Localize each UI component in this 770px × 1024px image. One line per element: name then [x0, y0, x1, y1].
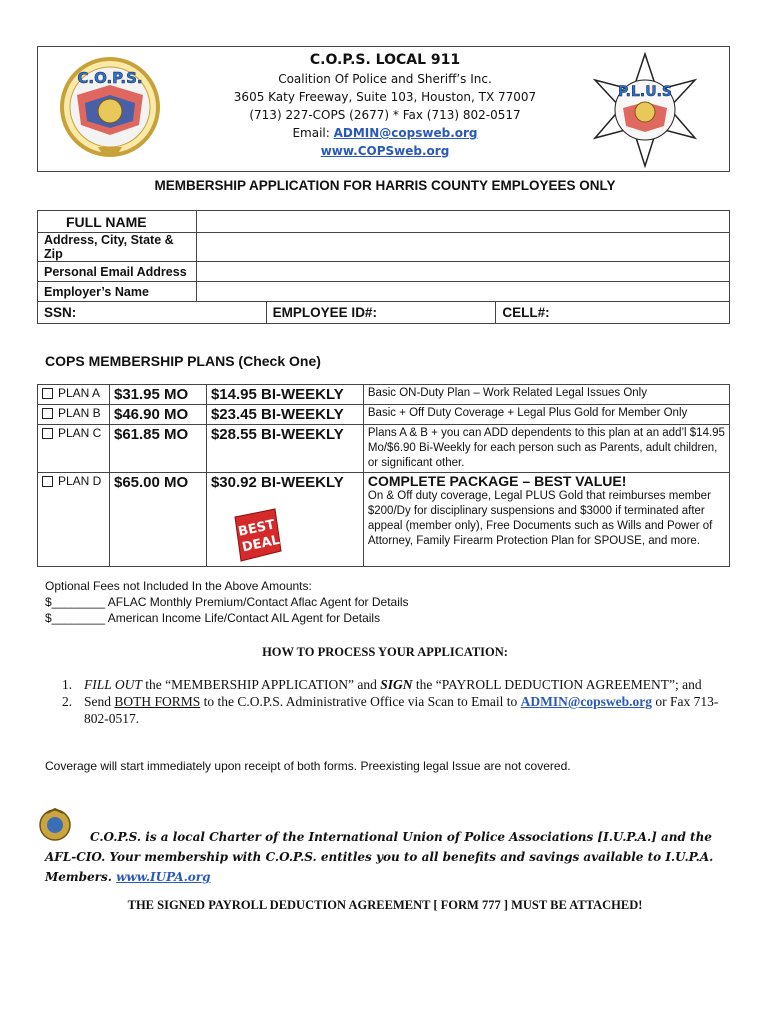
step-2-part-c: to the C.O.P.S. Administrative Office via Scan to Email to: [200, 694, 521, 709]
header-website-link[interactable]: www.COPSweb.org: [320, 144, 450, 158]
plan-d-checkbox[interactable]: [42, 476, 53, 487]
email-label: Email:: [292, 126, 334, 140]
charter-statement: [45, 827, 730, 887]
plan-description: On & Off duty coverage, Legal PLUS Gold that reimburses member $200/Dy for disciplinary suspensions and $3000 if terminated after appeal (member only), Free Documents such as Wills and Power of Attorney, Family Firearm Protection Plan for SPOUSE, and more.: [367, 490, 713, 547]
step-2-text: [84, 693, 722, 727]
plan-monthly-price: $31.95 MO: [109, 385, 206, 405]
optional-fees: [45, 578, 409, 626]
step-1-part-b: the “MEMBERSHIP APPLICATION” and: [141, 677, 381, 692]
step-2-both-forms: BOTH FORMS: [114, 694, 201, 709]
how-to-heading: HOW TO PROCESS YOUR APPLICATION:: [262, 645, 508, 659]
plan-biweekly-price: $28.55 BI-WEEKLY: [206, 425, 363, 473]
step-1-text: [84, 676, 702, 693]
coverage-note: Coverage will start immediately upon receipt of both forms. Preexisting legal Issue are not covered.: [45, 759, 571, 773]
plan-monthly-price: $46.90 MO: [109, 405, 206, 425]
step-1: [62, 676, 722, 693]
plan-d-heading: COMPLETE PACKAGE – BEST VALUE!: [367, 473, 627, 489]
employer-field[interactable]: [196, 282, 729, 302]
email-field[interactable]: [196, 262, 729, 282]
ail-line: $________ American Income Life/Contact AIL Agent for Details: [45, 611, 381, 625]
plan-row: [38, 405, 730, 425]
plan-label: PLAN B: [58, 406, 101, 420]
step-2: [62, 693, 722, 727]
plan-biweekly-cell: [206, 473, 363, 567]
badge-line-2: DEAL: [240, 532, 282, 556]
aflac-line: $________ AFLAC Monthly Premium/Contact Aflac Agent for Details: [45, 595, 409, 609]
charter-text: C.O.P.S. is a local Charter of the International Union of Police Associations [I.U.P.A.] and the AFL-CIO. Your membership with C.O.P.S. entitles you to all benefits and savings available to I.U.P.A. Members.: [45, 830, 714, 884]
plan-d-description-cell: [363, 473, 729, 567]
plans-heading: COPS MEMBERSHIP PLANS (Check One): [45, 353, 321, 369]
org-phone-fax: (713) 227-COPS (2677) * Fax (713) 802-0517: [249, 108, 521, 122]
iupa-link[interactable]: www.IUPA.org: [116, 870, 211, 884]
ssn-label: SSN:: [44, 305, 77, 320]
plan-biweekly-price: $23.45 BI-WEEKLY: [206, 405, 363, 425]
employer-label: Employer’s Name: [38, 282, 197, 302]
plan-description: Plans A & B + you can ADD dependents to this plan at an add’l $14.95 Mo/$6.90 Bi-Weekly for each person such as Parents, adult children, or significant other.: [363, 425, 729, 473]
form-title: MEMBERSHIP APPLICATION FOR HARRIS COUNTY EMPLOYEES ONLY: [154, 178, 616, 193]
best-deal-badge-icon: [229, 507, 285, 563]
cell-field[interactable]: [496, 302, 730, 324]
step-1-fill-out: FILL OUT: [84, 677, 142, 692]
org-name: C.O.P.S. LOCAL 911: [309, 52, 461, 68]
step-2-part-d: or Fax 713-802-0517.: [84, 694, 719, 726]
address-field[interactable]: [196, 233, 729, 262]
plan-monthly-price: $61.85 MO: [109, 425, 206, 473]
header-contact: [200, 50, 570, 160]
full-name-label: FULL NAME: [38, 211, 197, 233]
signed-agreement-notice: THE SIGNED PAYROLL DEDUCTION AGREEMENT [ FORM 777 ] MUST BE ATTACHED!: [127, 898, 643, 912]
plan-monthly-price: $65.00 MO: [109, 473, 206, 567]
step-1-number: 1.: [62, 677, 73, 692]
step-1-part-d: the “PAYROLL DEDUCTION AGREEMENT”; and: [412, 677, 702, 692]
employee-id-field[interactable]: [266, 302, 496, 324]
plans-table: [37, 384, 730, 567]
org-address: 3605 Katy Freeway, Suite 103, Houston, TX 77007: [233, 90, 537, 104]
header-email-link[interactable]: ADMIN@copsweb.org: [333, 126, 478, 140]
plan-biweekly-price: $14.95 BI-WEEKLY: [206, 385, 363, 405]
org-email-line: [200, 124, 570, 142]
process-steps: [62, 676, 722, 727]
address-label: Address, City, State & Zip: [38, 233, 197, 262]
plan-row: [38, 473, 730, 567]
step-2-part-a: Send: [84, 694, 115, 709]
plus-star-logo-icon: [585, 50, 705, 170]
plus-logo-text: P.L.U.S: [617, 84, 673, 100]
ssn-field[interactable]: [38, 302, 267, 324]
plan-row: [38, 385, 730, 405]
email-label-cell: Personal Email Address: [38, 262, 197, 282]
plan-b-checkbox[interactable]: [42, 408, 53, 419]
plan-row: [38, 425, 730, 473]
cell-label: CELL#:: [502, 305, 550, 320]
step-2-number: 2.: [62, 694, 73, 709]
cops-logo-icon: [55, 55, 165, 160]
org-full-name: Coalition Of Police and Sheriff’s Inc.: [278, 72, 492, 86]
plan-c-checkbox[interactable]: [42, 428, 53, 439]
plan-description: Basic ON-Duty Plan – Work Related Legal Issues Only: [363, 385, 729, 405]
plan-a-checkbox[interactable]: [42, 388, 53, 399]
plan-biweekly-price: $30.92 BI-WEEKLY: [210, 474, 344, 491]
employee-id-label: EMPLOYEE ID#:: [272, 305, 377, 320]
cops-logo-text: C.O.P.S.: [77, 69, 143, 87]
optional-fees-heading: Optional Fees not Included In the Above Amounts:: [45, 579, 312, 593]
plan-description: Basic + Off Duty Coverage + Legal Plus Gold for Member Only: [363, 405, 729, 425]
full-name-field[interactable]: [196, 211, 729, 233]
step-2-email-link[interactable]: ADMIN@copsweb.org: [520, 694, 653, 709]
plan-label: PLAN D: [58, 474, 102, 488]
badge-line-1: BEST: [236, 517, 277, 540]
plan-label: PLAN C: [58, 426, 102, 440]
applicant-info-table: [37, 210, 730, 324]
plan-label: PLAN A: [58, 386, 101, 400]
step-1-sign: SIGN: [380, 677, 413, 692]
